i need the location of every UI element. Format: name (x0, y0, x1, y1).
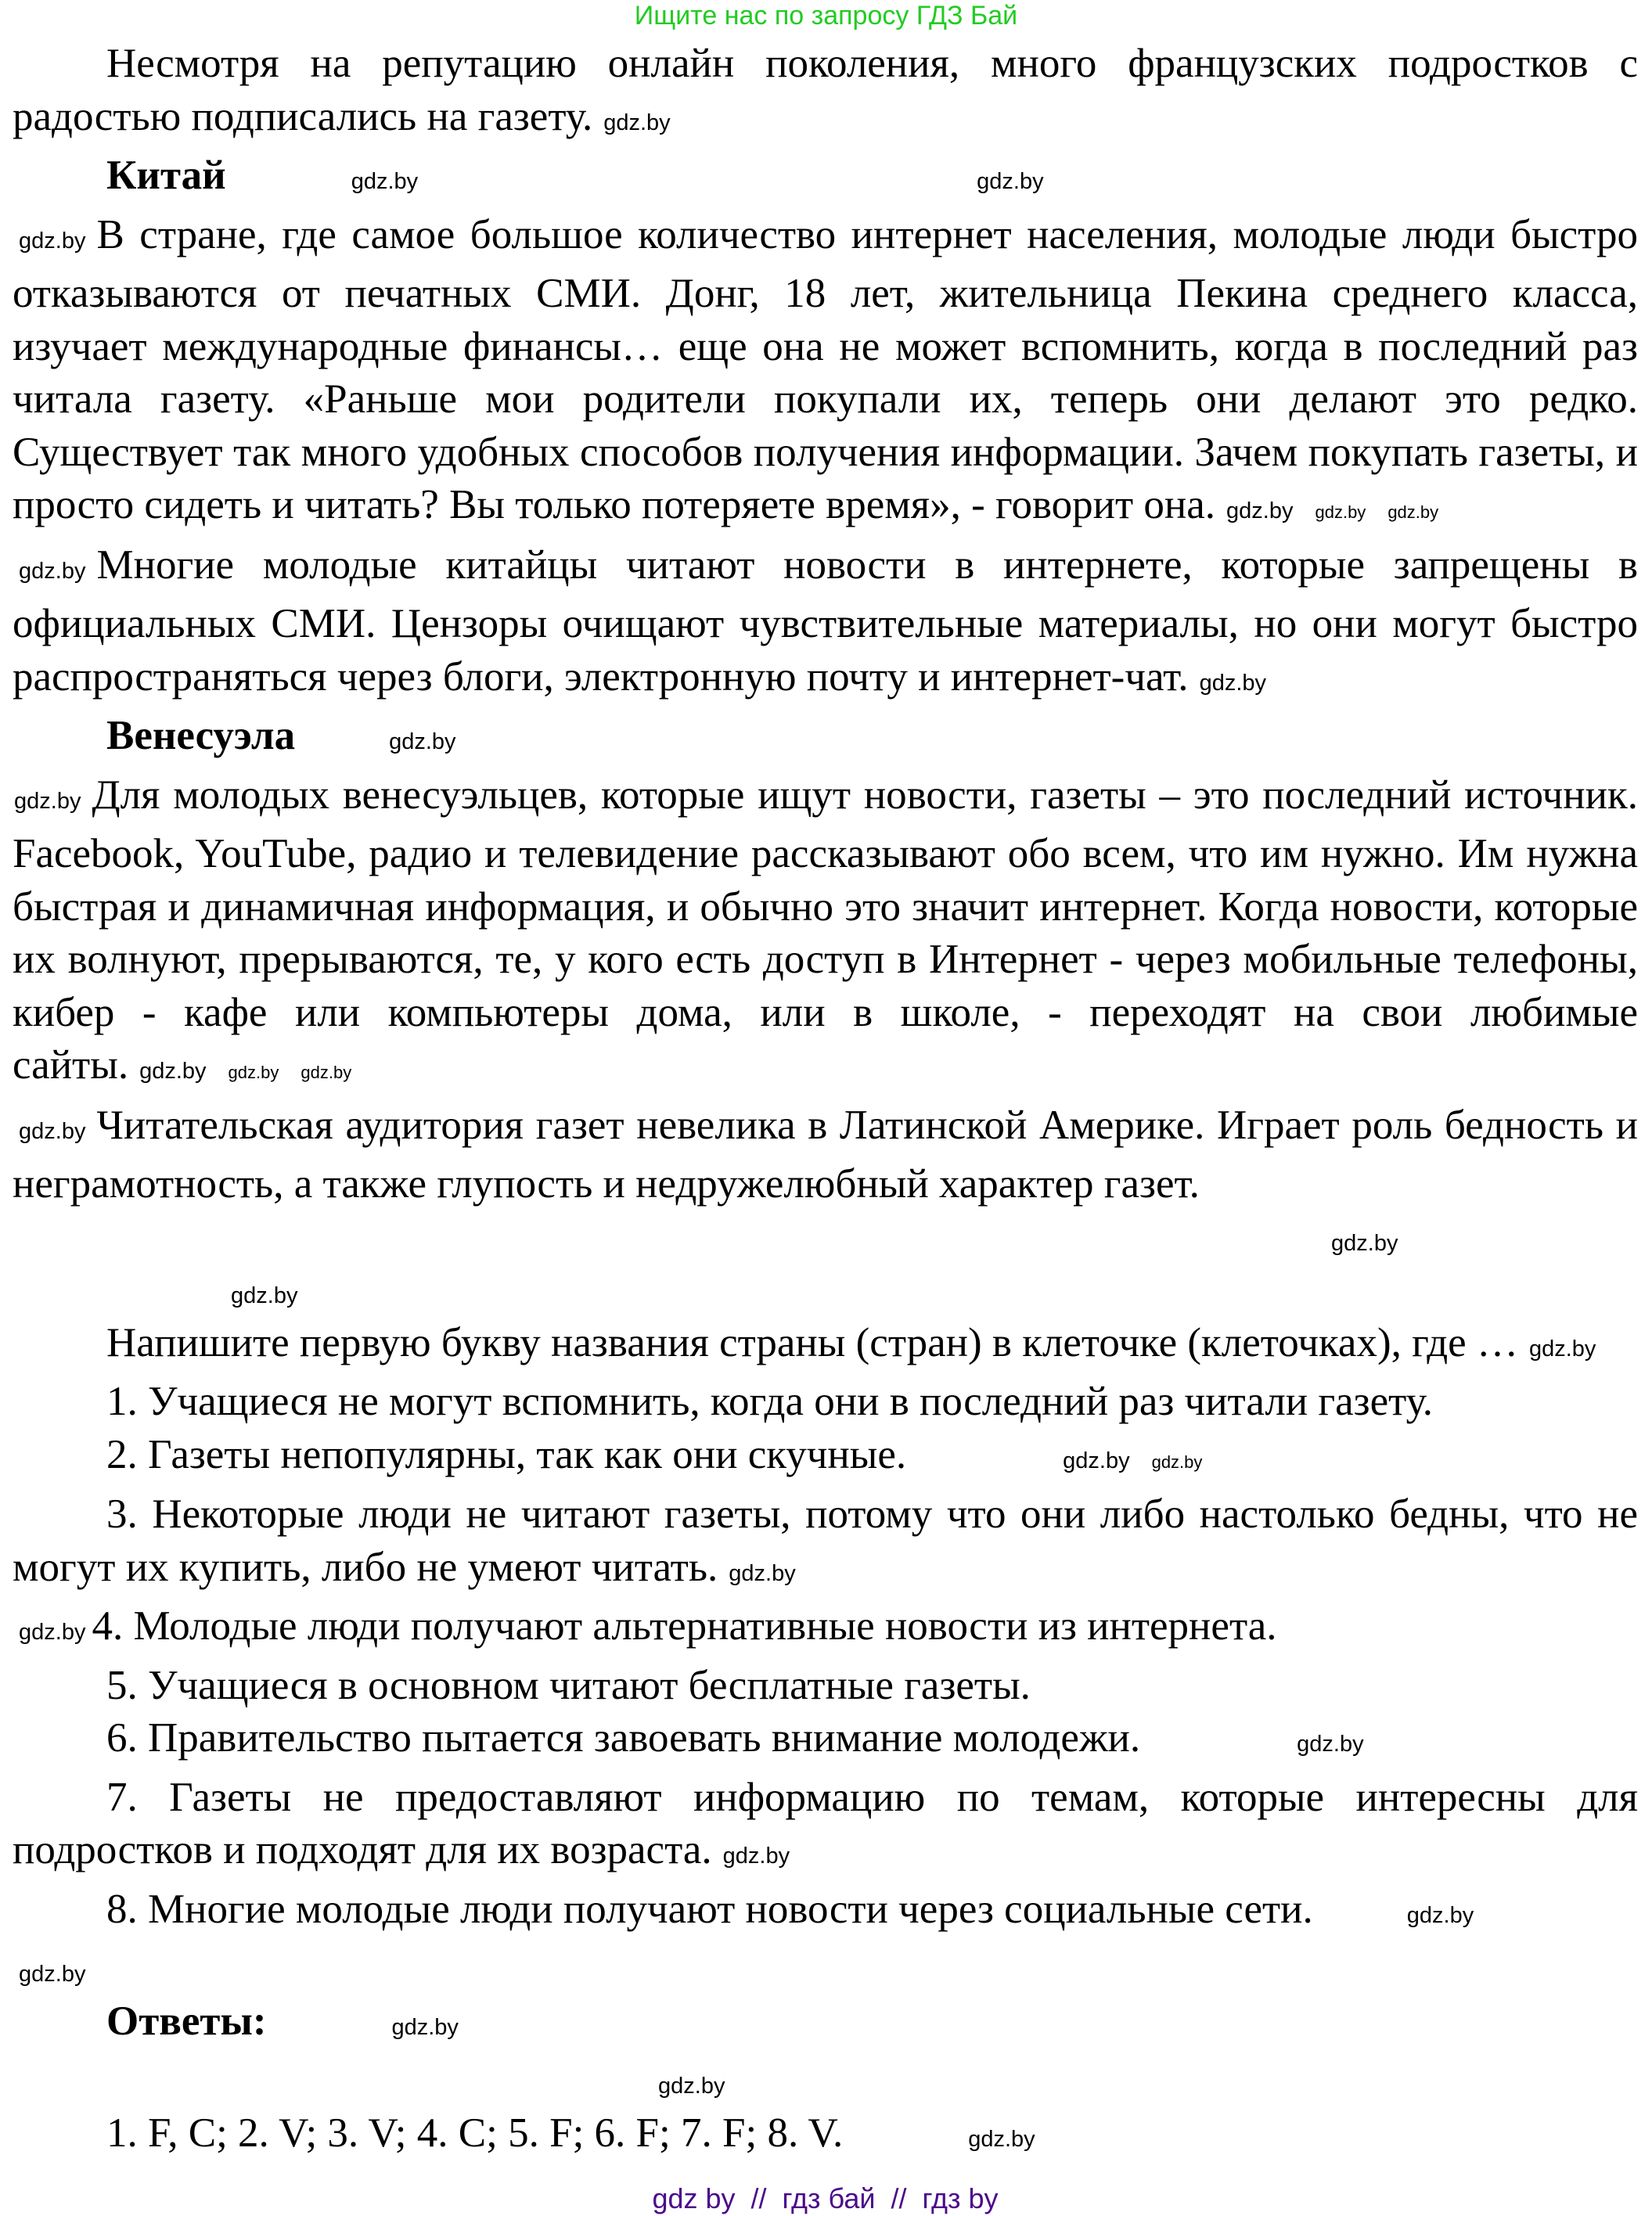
venezuela-paragraph-1-text: Для молодых венесуэльцев, которые ищут новости, газеты – это последний источник. Facebook, YouTube, радио и телевидение рассказывают обо всем, что им нужно. Им нужна быстрая и динамичная информация, и обычно это значит интернет. Когда новости, которые их волнуют, прерываются, те, у кого есть доступ в Интернет - через мобильные телефоны, кибер - кафе или компьютеры дома, или в школе, - переходят на свои любимые сайты. (13, 772, 1638, 1088)
watermark: gdz.by (1063, 1448, 1130, 1473)
document-body (13, 38, 1638, 2216)
watermark: gdz.by (228, 1063, 279, 1082)
list-item (13, 1600, 1638, 1660)
watermark: gdz.by (301, 1063, 352, 1082)
china-paragraph-1 (13, 209, 1638, 539)
venezuela-heading-line (13, 710, 1638, 769)
answers-heading: Ответы: (106, 1998, 267, 2044)
list-item-text: 8. Многие молодые люди получают новости через социальные сети. (106, 1886, 1313, 1932)
watermark: gdz.by (1406, 1902, 1474, 1928)
footer-links[interactable]: gdz by // гдз бай // гдз by (652, 2182, 999, 2214)
list-item-text: 7. Газеты не предоставляют информацию по темам, которые интересны для подростков и подходят для их возраста. (13, 1774, 1638, 1872)
watermark: gdz.by (729, 1560, 796, 1586)
task-instruction (13, 1317, 1638, 1376)
watermark: gdz.by (19, 558, 86, 584)
venezuela-paragraph-2 (13, 1099, 1638, 1211)
list-item (13, 1488, 1638, 1600)
watermark: gdz.by (1528, 1336, 1596, 1362)
list-item: 1. Учащиеся не могут вспомнить, когда они в последний раз читали газету. (106, 1379, 1434, 1424)
list-item (13, 1429, 1638, 1489)
watermark: gdz.by (977, 169, 1044, 194)
list-item (13, 1883, 1638, 1943)
list-item-text: 2. Газеты непопулярны, так как они скучные. (106, 1431, 907, 1477)
intro-text: Несмотря на репутацию онлайн поколения, много французских подростков с радостью подписались на газету. (13, 41, 1638, 139)
watermark-line (13, 2054, 1638, 2107)
watermark: gdz.by (391, 2014, 459, 2040)
intro-paragraph (13, 38, 1638, 149)
china-paragraph-2 (13, 539, 1638, 710)
watermark: gdz.by (389, 729, 456, 754)
watermark: gdz.by (231, 1283, 298, 1308)
list-item (13, 1712, 1638, 1772)
china-paragraph-1-text: В стране, где самое большое количество интернет населения, молодые люди быстро отказываются от печатных СМИ. Донг, 18 лет, жительница Пекина среднего класса, изучает международные финансы… еще она не может вспомнить, когда в последний раз читала газету. «Раньше мои родители покупали их, теперь они делают это редко. Существует так много удобных способов получения информации. Зачем покупать газеты, и просто сидеть и читать? Вы только потеряете время», - говорит она. (13, 211, 1638, 527)
venezuela-heading: Венесуэла (106, 713, 296, 758)
watermark: gdz.by (722, 1844, 790, 1869)
watermark: gdz.by (1297, 1732, 1364, 1757)
answers-heading-line (13, 1995, 1638, 2055)
watermark-line (13, 1211, 1638, 1264)
china-heading-line (13, 149, 1638, 209)
watermark: gdz.by (19, 228, 86, 254)
china-paragraph-2-text: Многие молодые китайцы читают новости в интернете, которые запрещены в официальных СМИ. Цензоры очищают чувствительные материалы, но они могут быстро распространяться через блоги, электронную почту и интернет-чат. (13, 541, 1638, 700)
list-item-text: 3. Некоторые люди не читают газеты, потому что они либо настолько бедны, что не могут их купить, либо не умеют читать. (13, 1491, 1638, 1590)
china-heading: Китай (106, 153, 226, 198)
watermark: gdz.by (351, 169, 419, 194)
watermark: gdz.by (19, 1962, 86, 1987)
watermark: gdz.by (1226, 498, 1294, 523)
search-hint-header: Ищите нас по запросу ГДЗ Бай (634, 1, 1018, 31)
watermark: gdz.by (1331, 1230, 1398, 1256)
venezuela-paragraph-1 (13, 769, 1638, 1099)
watermark: gdz.by (603, 110, 671, 135)
watermark: gdz.by (1199, 670, 1267, 696)
list-item-text: 4. Молодые люди получают альтернативные новости из интернета. (92, 1603, 1277, 1649)
task-text: Напишите первую букву названия страны (стран) в клеточке (клеточках), где … (106, 1319, 1518, 1365)
watermark: gdz.by (19, 1118, 86, 1144)
watermark: gdz.by (14, 788, 81, 814)
watermark: gdz.by (19, 1620, 86, 1645)
watermark: gdz.by (1151, 1452, 1203, 1472)
watermark: gdz.by (1315, 502, 1366, 522)
watermark-line (13, 1942, 1638, 1995)
watermark: gdz.by (1387, 502, 1439, 522)
watermark: gdz.by (658, 2074, 725, 2099)
venezuela-paragraph-2-text: Читательская аудитория газет невелика в Латинской Америке. Играет роль бедность и неграмотность, а также глупость и недружелюбный характер газет. (13, 1102, 1638, 1207)
answers-line (13, 2107, 1638, 2167)
answers-text: 1. F, C; 2. V; 3. V; 4. C; 5. F; 6. F; 7. F; 8. V. (106, 2110, 844, 2156)
list-item (13, 1772, 1638, 1883)
list-item-text: 6. Правительство пытается завоевать внимание молодежи. (106, 1715, 1141, 1761)
watermark: gdz.by (139, 1059, 207, 1084)
list-item: 5. Учащиеся в основном читают бесплатные газеты. (106, 1662, 1031, 1708)
watermark: gdz.by (968, 2126, 1035, 2152)
watermark-line (13, 1264, 1638, 1317)
